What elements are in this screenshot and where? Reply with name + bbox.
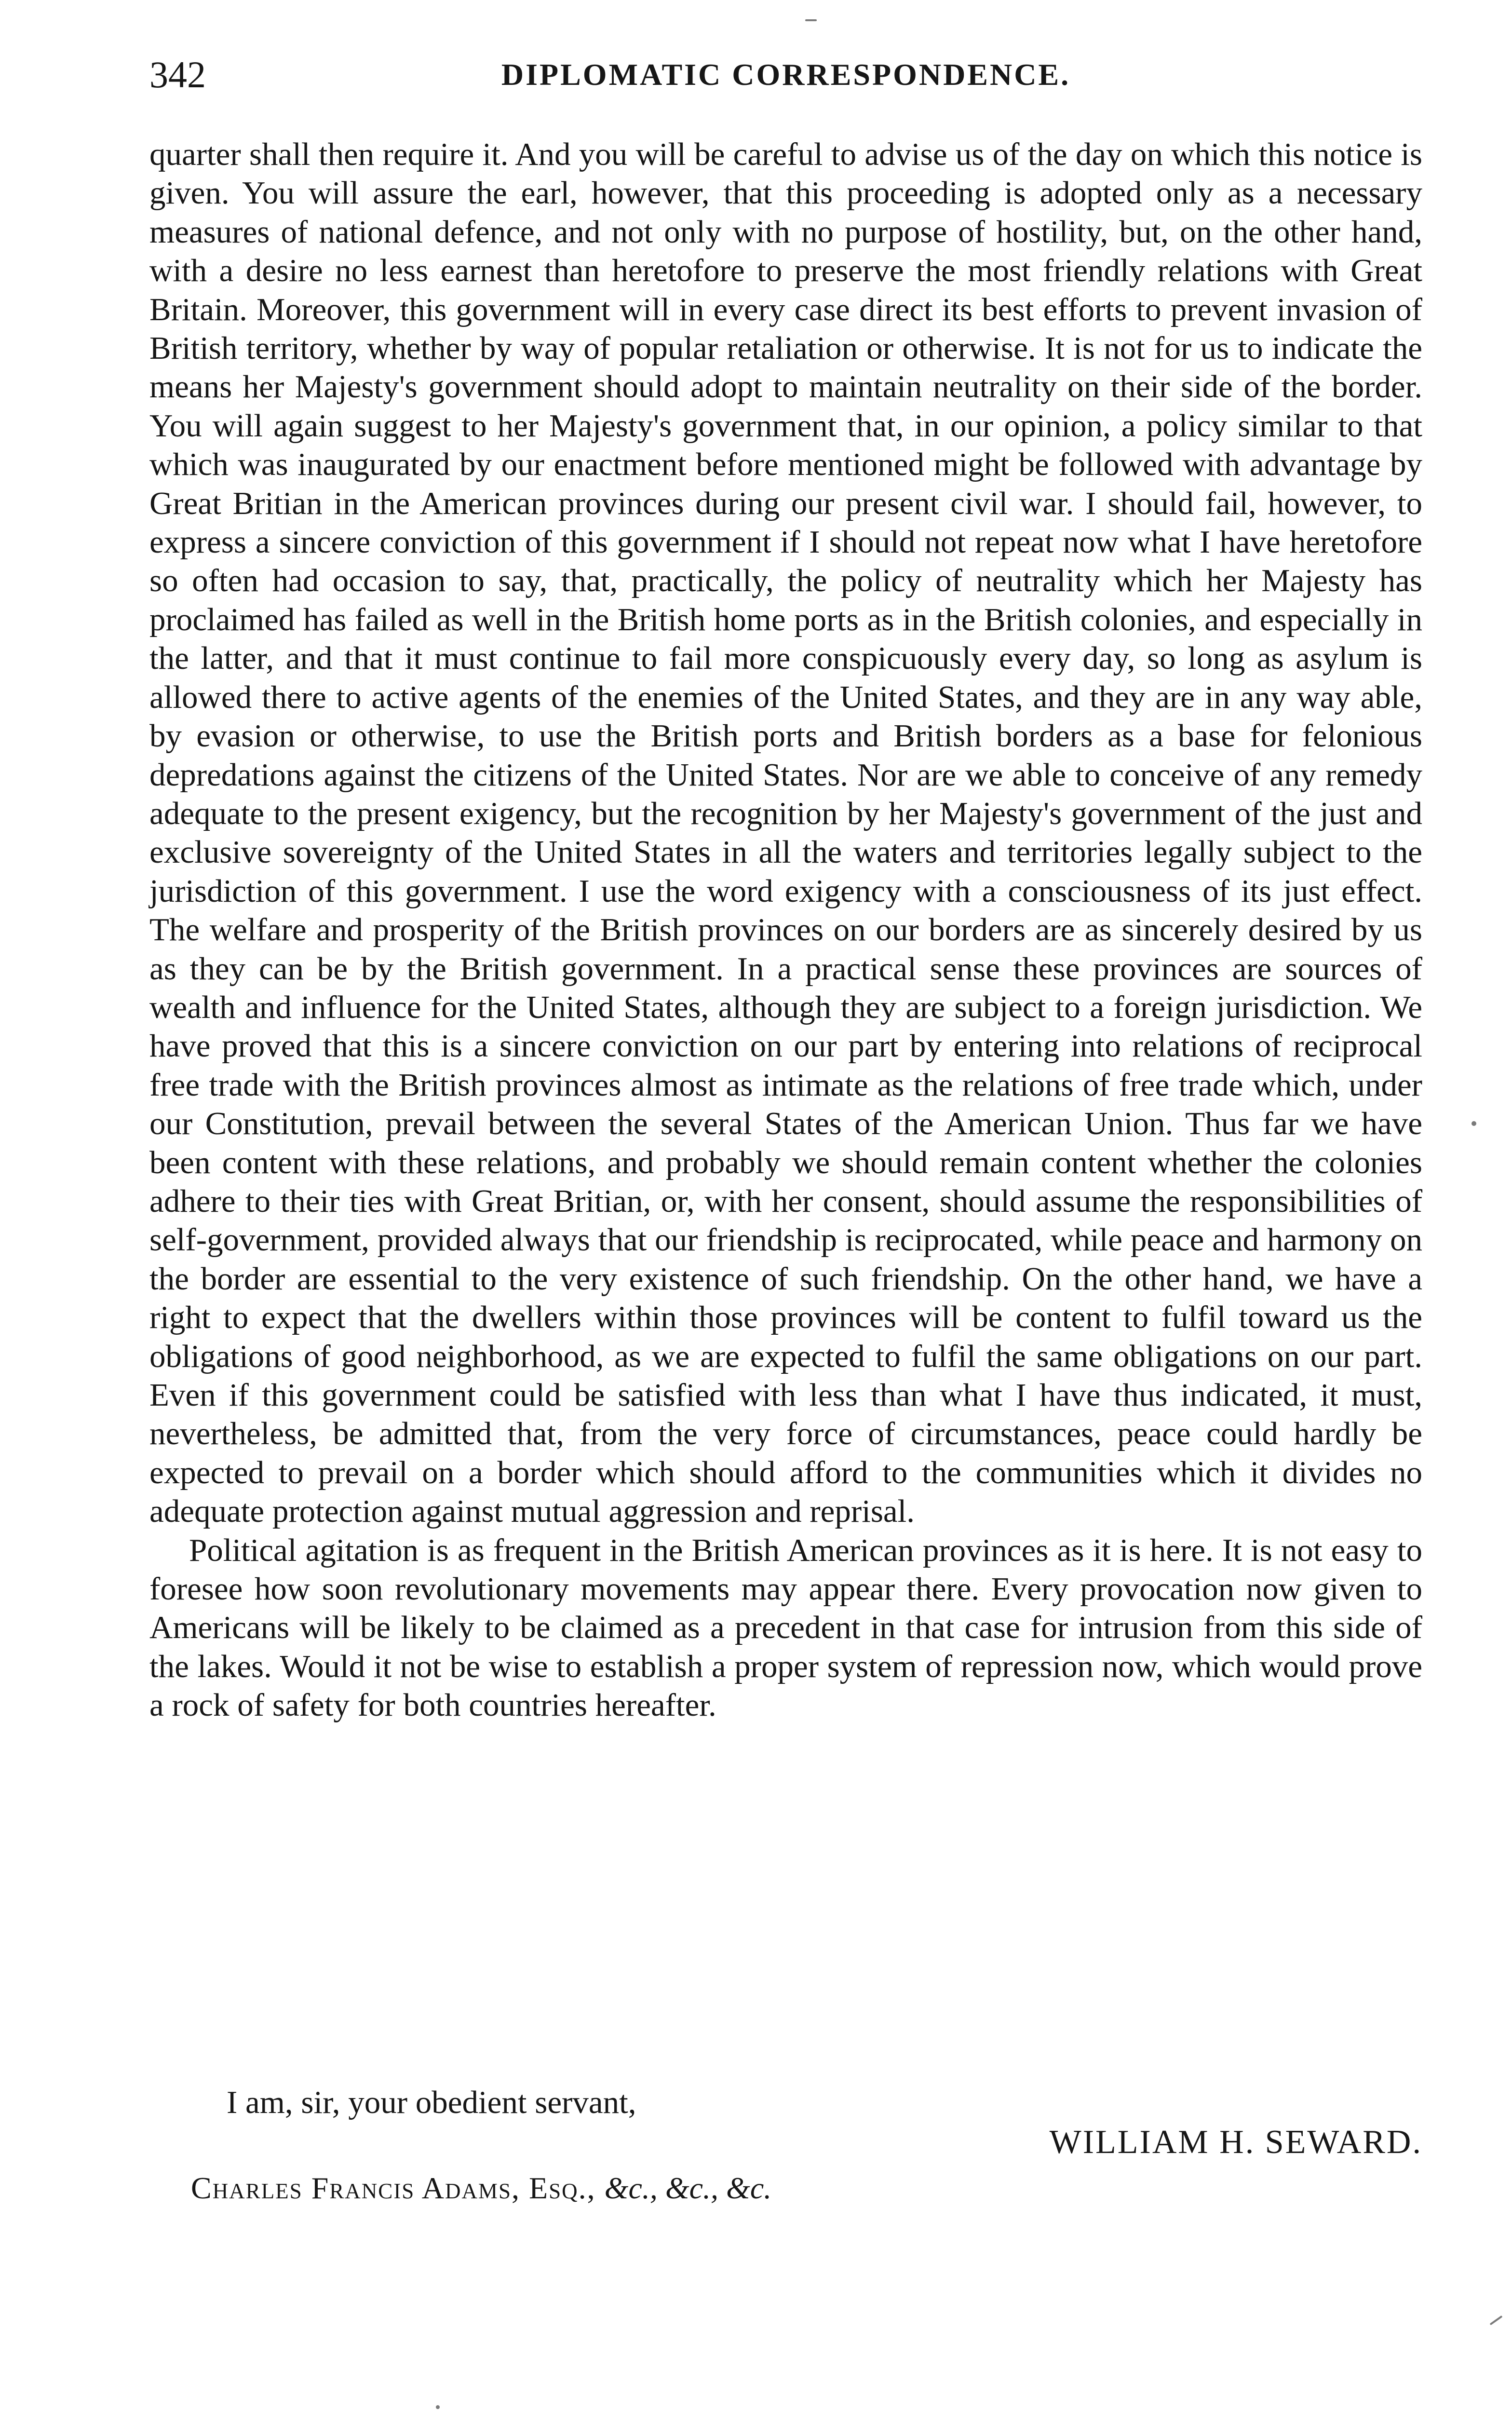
body-text <box>149 135 1422 1725</box>
body-paragraph: Political agitation is as frequent in the British American provinces as it is here. It is not easy to foresee how soon revolutionary movements may appear there. Every provocation now given to Americans will be likely to be claimed as a precedent in that case for intrusion from this side of the lakes. Would it not be wise to establish a proper system of repression now, which would prove a rock of safety for both countries hereafter. <box>149 1532 1422 1723</box>
scan-speck <box>1490 2316 1503 2325</box>
addressee-name: Charles Francis Adams, Esq., <box>191 2171 596 2205</box>
page-number: 342 <box>149 54 206 95</box>
addressee-tail: &c., &c., &c. <box>604 2171 772 2205</box>
body-paragraph: quarter shall then require it. And you will be careful to advise us of the day on which this notice is given. You will assure the earl, however, that this proceeding is adopted only as a necessary measures of national defence, and not only with no purpose of hostility, but, on the other hand, with a desire no less earnest than heretofore to preserve the most friendly relations with Great Britain. Moreover, this government will in every case direct its best efforts to prevent invasion of British territory, whether by way of popular retaliation or otherwise. It is not for us to indicate the means her Majesty's government should adopt to maintain neutrality on their side of the border. You will again suggest to her Majesty's government that, in our opinion, a policy similar to that which was inaugurated by our enactment before mentioned might be followed with advantage by Great Britian in the American provinces during our present civil war. I should fail, however, to express a sincere conviction of this government if I should not repeat now what I have heretofore so often had occasion to say, that, practically, the policy of neutrality which her Majesty has proclaimed has failed as well in the British home ports as in the British colonies, and especially in the latter, and that it must continue to fail more conspicuously every day, so long as asylum is allowed there to active agents of the enemies of the United States, and they are in any way able, by evasion or otherwise, to use the British ports and British borders as a base for felonious depredations against the citizens of the United States. Nor are we able to conceive of any remedy adequate to the present exigency, but the recognition by her Majesty's government of the just and exclusive sovereignty of the United States in all the waters and territories legally subject to the jurisdiction of this government. I use the word exigency with a consciousness of its just effect. The welfare and prosperity of the British provinces on our borders are as sincerely desired by us as they can be by the British government. In a practical sense these provinces are sources of wealth and influence for the United States, although they are subject to a foreign jurisdiction. We have proved that this is a sincere conviction on our part by entering into relations of reciprocal free trade with the British provinces almost as intimate as the relations of free trade which, under our Constitution, prevail between the several States of the American Union. Thus far we have been content with these relations, and probably we should remain content whether the colonies adhere to their ties with Great Britian, or, with her consent, should assume the responsibilities of self-government, provided always that our friendship is reciprocated, while peace and harmony on the border are essential to the very existence of such friendship. On the other hand, we have a right to expect that the dwellers within those provinces will be content to fulfil toward us the obligations of good neighborhood, as we are expected to fulfil the same obligations on our part. Even if this government could be satisfied with less than what I have thus indicated, it must, nevertheless, be admitted that, from the very force of circumstances, peace could hardly be expected to prevail on a border which should afford to the communities which it divides no adequate protection against mutual aggression and reprisal. <box>149 136 1422 1530</box>
scan-speck <box>1472 1121 1476 1126</box>
page-header <box>149 48 1422 101</box>
addressee-line <box>191 2167 771 2208</box>
scan-speck <box>436 2405 440 2409</box>
running-head: DIPLOMATIC CORRESPONDENCE. <box>501 57 1071 92</box>
closing-salutation: I am, sir, your obedient servant, <box>227 2085 636 2120</box>
scan-speck <box>805 19 817 21</box>
signature: WILLIAM H. SEWARD. <box>1049 2124 1422 2161</box>
